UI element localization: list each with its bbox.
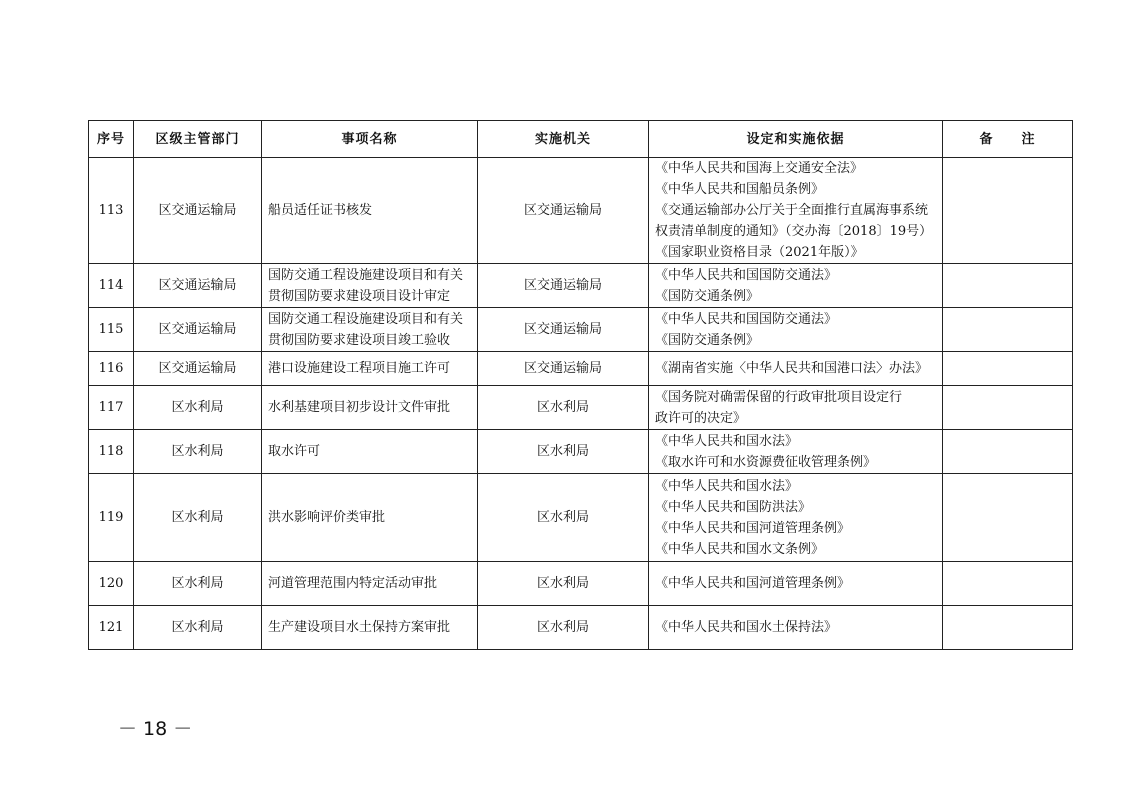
cell-no: 116	[89, 352, 134, 386]
table-row	[89, 158, 1073, 264]
cell-item	[262, 352, 478, 386]
cell-no: 113	[89, 158, 134, 264]
cell-basis-line: 《国家职业资格目录（2021年版）》	[655, 245, 864, 260]
cell-dept: 区交通运输局	[134, 352, 262, 386]
table-header-row	[89, 121, 1073, 158]
header-dept: 区级主管部门	[134, 121, 262, 158]
cell-dept: 区水利局	[134, 430, 262, 474]
cell-basis-line: 《中华人民共和国水土保持法》	[655, 620, 838, 635]
cell-item-line: 河道管理范围内特定活动审批	[268, 576, 438, 591]
cell-note	[943, 308, 1073, 352]
cell-item	[262, 474, 478, 562]
cell-dept: 区水利局	[134, 474, 262, 562]
cell-note	[943, 562, 1073, 606]
header-org: 实施机关	[478, 121, 649, 158]
cell-item	[262, 158, 478, 264]
approval-items-table	[88, 120, 1073, 650]
cell-no: 121	[89, 606, 134, 650]
cell-note	[943, 158, 1073, 264]
cell-basis-line: 《中华人民共和国海上交通安全法》	[655, 161, 864, 176]
cell-basis-line: 《中华人民共和国河道管理条例》	[655, 520, 851, 536]
cell-basis-line: 《中华人民共和国水文条例》	[655, 541, 825, 557]
cell-basis	[649, 386, 943, 430]
cell-item-line: 洪水影响评价类审批	[268, 510, 386, 525]
header-basis: 设定和实施依据	[649, 121, 943, 158]
cell-note	[943, 264, 1073, 308]
cell-basis-line: 《中华人民共和国防洪法》	[655, 499, 812, 515]
cell-basis-line: 《国防交通条例》	[655, 332, 760, 348]
table-row	[89, 430, 1073, 474]
cell-basis	[649, 474, 943, 562]
cell-org: 区交通运输局	[478, 264, 649, 308]
table-row	[89, 606, 1073, 650]
table-row	[89, 474, 1073, 562]
cell-dept: 区交通运输局	[134, 264, 262, 308]
header-note: 备 注	[943, 121, 1073, 158]
table-row	[89, 264, 1073, 308]
header-item: 事项名称	[262, 121, 478, 158]
cell-no: 114	[89, 264, 134, 308]
cell-basis-line: 《中华人民共和国河道管理条例》	[655, 576, 851, 591]
cell-basis	[649, 430, 943, 474]
table-row	[89, 386, 1073, 430]
cell-org: 区交通运输局	[478, 352, 649, 386]
cell-item-line: 船员适任证书核发	[268, 203, 373, 218]
table-row	[89, 308, 1073, 352]
cell-org: 区交通运输局	[478, 158, 649, 264]
cell-item-line: 国防交通工程设施建设项目和有关	[268, 311, 464, 327]
cell-basis-line: 《中华人民共和国水法》	[655, 433, 799, 449]
cell-item	[262, 606, 478, 650]
cell-basis-line: 《取水许可和水资源费征收管理条例》	[655, 454, 877, 470]
cell-item-line: 贯彻国防要求建设项目竣工验收	[268, 332, 451, 348]
cell-no: 120	[89, 562, 134, 606]
cell-dept: 区水利局	[134, 386, 262, 430]
cell-item	[262, 308, 478, 352]
cell-basis	[649, 606, 943, 650]
cell-basis	[649, 264, 943, 308]
cell-basis	[649, 562, 943, 606]
header-no: 序号	[89, 121, 134, 158]
cell-basis-line: 《中华人民共和国国防交通法》	[655, 267, 838, 283]
cell-basis-line: 《中华人民共和国水法》	[655, 478, 799, 494]
cell-dept: 区水利局	[134, 562, 262, 606]
cell-item	[262, 386, 478, 430]
cell-note	[943, 430, 1073, 474]
cell-note	[943, 474, 1073, 562]
page-number: － 18 －	[118, 718, 193, 740]
cell-basis-line: 政许可的决定》	[655, 410, 747, 426]
cell-item	[262, 562, 478, 606]
cell-note	[943, 352, 1073, 386]
cell-item	[262, 264, 478, 308]
cell-dept: 区交通运输局	[134, 158, 262, 264]
cell-no: 115	[89, 308, 134, 352]
cell-item-line: 港口设施建设工程项目施工许可	[268, 361, 451, 376]
table-row	[89, 562, 1073, 606]
cell-note	[943, 386, 1073, 430]
cell-basis	[649, 158, 943, 264]
cell-basis-line: 《交通运输部办公厅关于全面推行直属海事系统	[655, 203, 929, 218]
cell-org: 区水利局	[478, 386, 649, 430]
cell-org: 区水利局	[478, 474, 649, 562]
cell-basis-line: 《中华人民共和国船员条例》	[655, 182, 825, 197]
cell-basis-line: 《湖南省实施〈中华人民共和国港口法〉办法》	[655, 361, 929, 376]
cell-dept: 区水利局	[134, 606, 262, 650]
cell-item-line: 国防交通工程设施建设项目和有关	[268, 267, 464, 283]
cell-basis-line: 权责清单制度的通知》（交办海〔2018〕19号）	[655, 224, 933, 239]
cell-item-line: 贯彻国防要求建设项目设计审定	[268, 288, 451, 304]
cell-no: 119	[89, 474, 134, 562]
cell-org: 区交通运输局	[478, 308, 649, 352]
cell-org: 区水利局	[478, 606, 649, 650]
cell-basis-line: 《国务院对确需保留的行政审批项目设定行	[655, 389, 903, 405]
cell-note	[943, 606, 1073, 650]
cell-item-line: 取水许可	[268, 444, 321, 459]
cell-no: 117	[89, 386, 134, 430]
cell-no: 118	[89, 430, 134, 474]
cell-basis-line: 《国防交通条例》	[655, 288, 760, 304]
cell-basis-line: 《中华人民共和国国防交通法》	[655, 311, 838, 327]
cell-basis	[649, 352, 943, 386]
cell-item-line: 生产建设项目水土保持方案审批	[268, 620, 451, 635]
cell-item-line: 水利基建项目初步设计文件审批	[268, 400, 451, 415]
cell-org: 区水利局	[478, 430, 649, 474]
cell-item	[262, 430, 478, 474]
cell-org: 区水利局	[478, 562, 649, 606]
cell-basis	[649, 308, 943, 352]
table-row	[89, 352, 1073, 386]
cell-dept: 区交通运输局	[134, 308, 262, 352]
